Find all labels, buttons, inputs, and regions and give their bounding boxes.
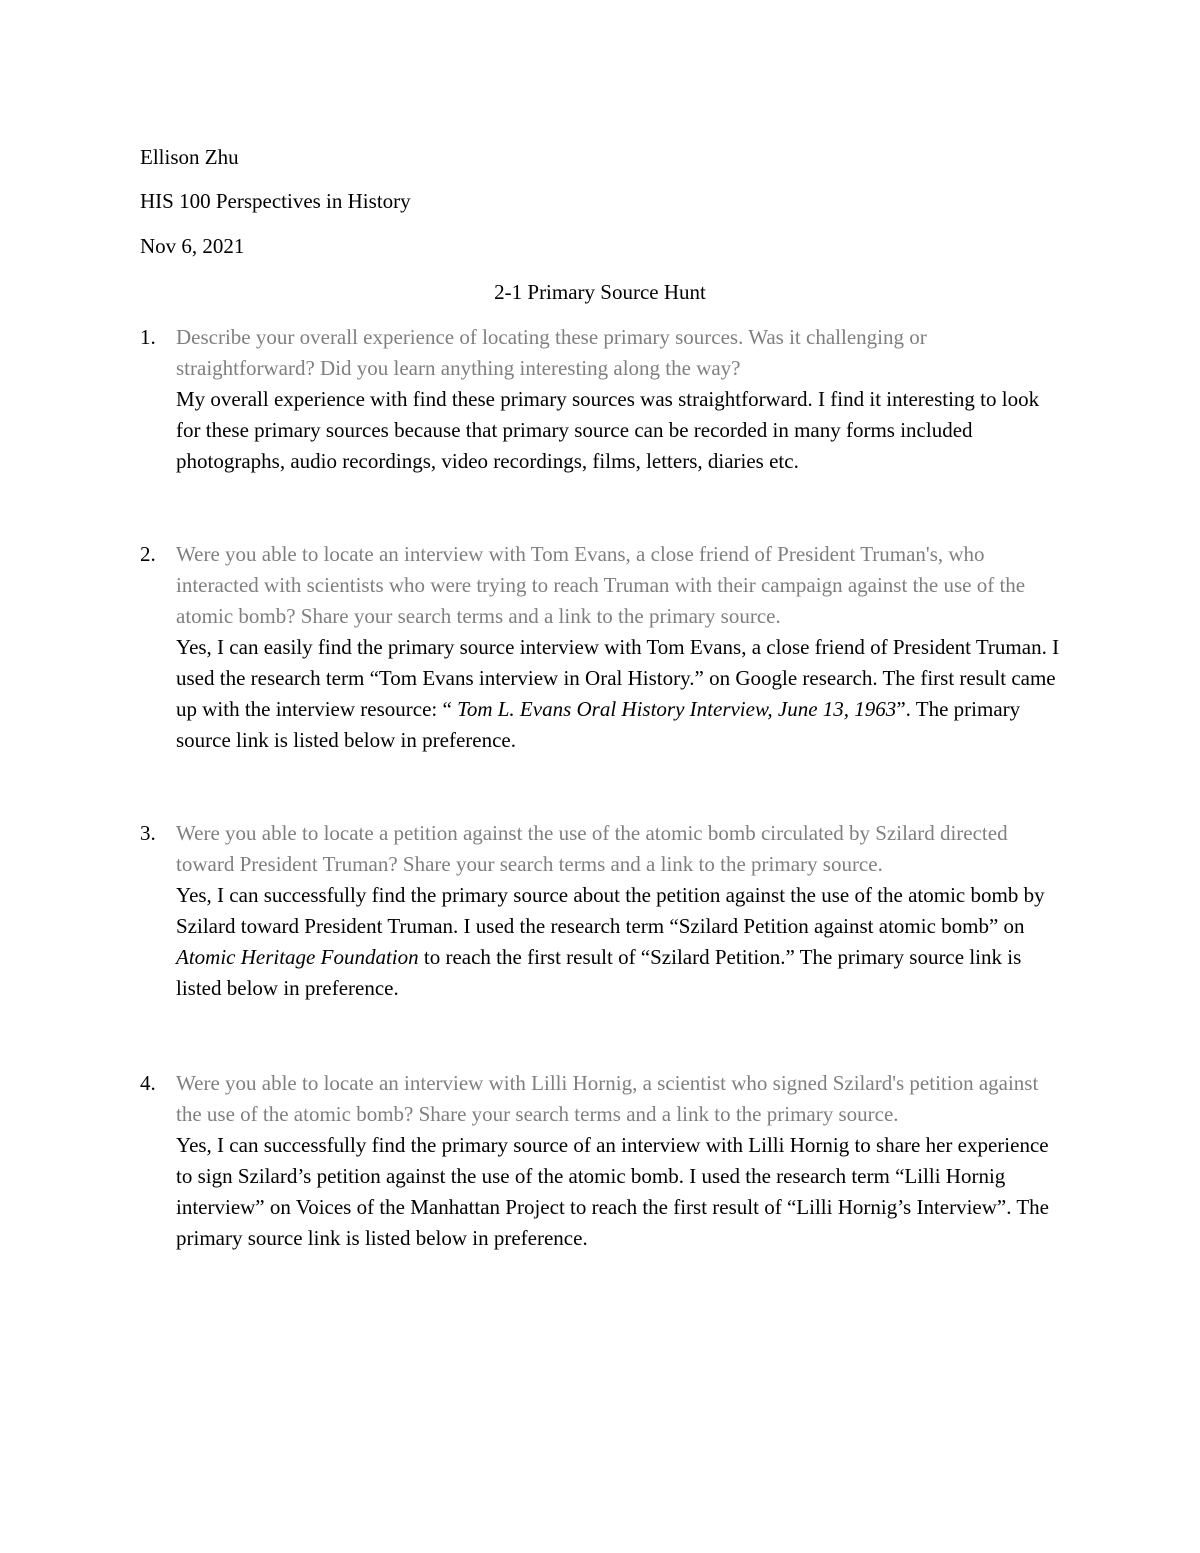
list-item (140, 539, 1060, 756)
item-number: 3. (140, 821, 156, 845)
answer-text: My overall experience with find these primary sources was straightforward. I find it interesting to look for these primary sources because that primary source can be recorded in many forms included photographs, audio recordings, video recordings, films, letters, diaries etc. (176, 387, 1040, 473)
author-name: Ellison Zhu (140, 145, 239, 169)
list-item (140, 1068, 1060, 1254)
question-text: Were you able to locate an interview with Lilli Hornig, a scientist who signed Szilard's petition against the use of the atomic bomb? Share your search terms and a link to the primary source. (176, 1071, 1039, 1126)
list-item (140, 818, 1060, 1004)
answer-source-title: Tom L. Evans Oral History Interview, June 13, 1963 (457, 697, 897, 721)
question-text: Describe your overall experience of locating these primary sources. Was it challenging or straightforward? Did you learn anything interesting along the way? (176, 325, 927, 380)
list-item (140, 322, 1060, 477)
item-number: 1. (140, 325, 156, 349)
answer-text-end: ”. The primary source link is listed below in preference. (176, 697, 1021, 752)
document-title: 2-1 Primary Source Hunt (494, 280, 706, 304)
question-text: Were you able to locate an interview with Tom Evans, a close friend of President Truman's, who interacted with scientists who were trying to reach Truman with their campaign against the use of the atomic bomb? Share your search terms and a link to the primary source. (176, 542, 1026, 628)
answer-text (176, 880, 1060, 1004)
question-text: Were you able to locate a petition against the use of the atomic bomb circulated by Szilard directed toward President Truman? Share your search terms and a link to the primary source. (176, 821, 1008, 876)
answer-text: Yes, I can successfully find the primary source of an interview with Lilli Hornig to share her experience to sign Szilard’s petition against the use of the atomic bomb. I used the research term “Lilli Hornig interview” on Voices of the Manhattan Project to reach the first result of “Lilli Hornig’s Interview”. The primary source link is listed below in preference. (176, 1133, 1049, 1250)
answer-text-start: Yes, I can successfully find the primary source about the petition against the use of the atomic bomb by Szilard toward President Truman. I used the research term “Szilard Petition against atomic bomb” on (176, 883, 1045, 938)
answer-text (176, 632, 1060, 756)
answer-text-start: Yes, I can easily find the primary source interview with Tom Evans, a close friend of President Truman. I used the research term “Tom Evans interview in Oral History.” on Google research. The first result came up with the interview resource: “ (176, 635, 1060, 721)
item-number: 4. (140, 1071, 156, 1095)
answer-text-end: to reach the first result of “Szilard Petition.” The primary source link is listed below in preference. (176, 945, 1022, 1000)
course-name: HIS 100 Perspectives in History (140, 189, 411, 213)
item-number: 2. (140, 542, 156, 566)
document-date: Nov 6, 2021 (140, 234, 245, 258)
answer-source-name: Atomic Heritage Foundation (176, 945, 419, 969)
